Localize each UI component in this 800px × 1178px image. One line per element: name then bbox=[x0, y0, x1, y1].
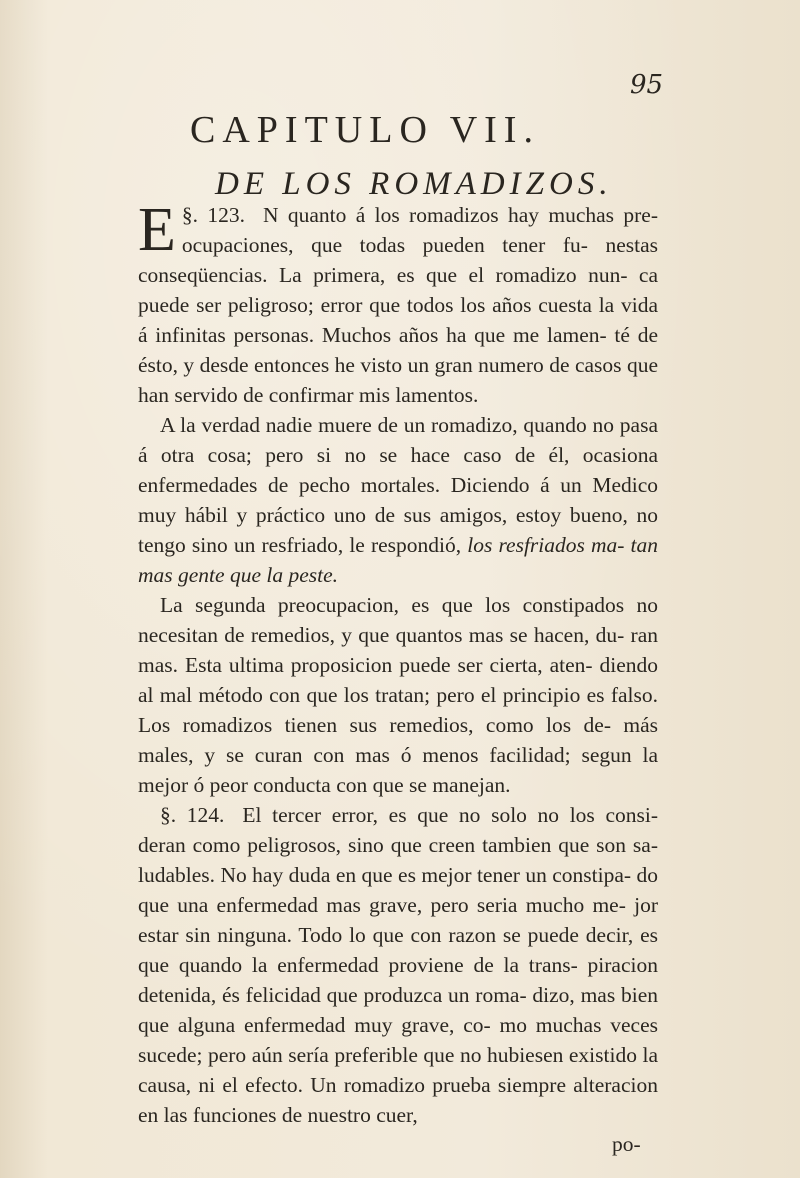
paragraph-text: El tercer error, es que no solo no los consi- deran como peligrosos, sino que creen tambien que son sa- ludables. No hay duda en que es mejor tener un constipa- do que una enfermedad mas grave, pero seria mucho me- jor estar sin ninguna. Todo lo que con razon se puede decir, es que quando la enfermedad proviene de la trans- piracion detenida, és felicidad que produzca un roma- dizo, mas bien que alguna enfermedad muy grave, co- mo muchas veces sucede; pero aún sería preferible que no hubiesen existido la causa, ni el efecto. Un romadizo prueba siempre alteracion en las funciones de nuestro cuer, bbox=[138, 803, 658, 1127]
paragraph-text: N quanto á los romadizos hay muchas pre- ocupaciones, que todas pueden tener fu- nestas conseqüencias. La primera, es que el romadizo nun- ca puede ser peligroso; error que todos los años cuesta la vida á infinitas personas. Muchos años ha que me lamen- té de ésto, y desde entonces he visto un gran numero de casos que han servido de confirmar mis lamentos. bbox=[138, 203, 658, 407]
section-124-paragraph bbox=[138, 800, 658, 1130]
drop-cap: E bbox=[138, 196, 176, 264]
paragraph-2 bbox=[138, 410, 658, 590]
paragraph-text: A la verdad nadie muere de un romadizo, quando no pasa á otra cosa; pero si no se hace caso de él, ocasiona enfermedades de pecho mortales. Diciendo á un Medico muy hábil y práctico uno de sus amigos, estoy bueno, no tengo sino un resfriado, le respondió, bbox=[138, 413, 658, 557]
chapter-title: CAPITULO VII. bbox=[190, 109, 540, 151]
catchword: po- bbox=[612, 1132, 641, 1156]
paragraph-3 bbox=[138, 590, 658, 800]
section-label: §. 124. bbox=[160, 803, 225, 827]
section-label: §. 123. bbox=[181, 203, 245, 227]
page-number: 95 bbox=[630, 70, 664, 100]
chapter-subtitle: DE LOS ROMADIZOS. bbox=[215, 166, 613, 202]
italic-quote: los resfriados ma- tan mas gente que la peste. bbox=[138, 533, 659, 587]
paragraph-text: La segunda preocupacion, es que los constipados no necesitan de remedios, y que quantos mas se hacen, du- ran mas. Esta ultima proposicion puede ser cierta, aten- diendo al mal método con que los tratan; pero el principio es falso. Los romadizos tienen sus remedios, como los de- más males, y se curan con mas ó menos facilidad; segun la mejor ó peor conducta con que se manejan. bbox=[138, 593, 658, 797]
section-123-paragraph bbox=[138, 196, 658, 410]
body-text bbox=[138, 196, 659, 1130]
